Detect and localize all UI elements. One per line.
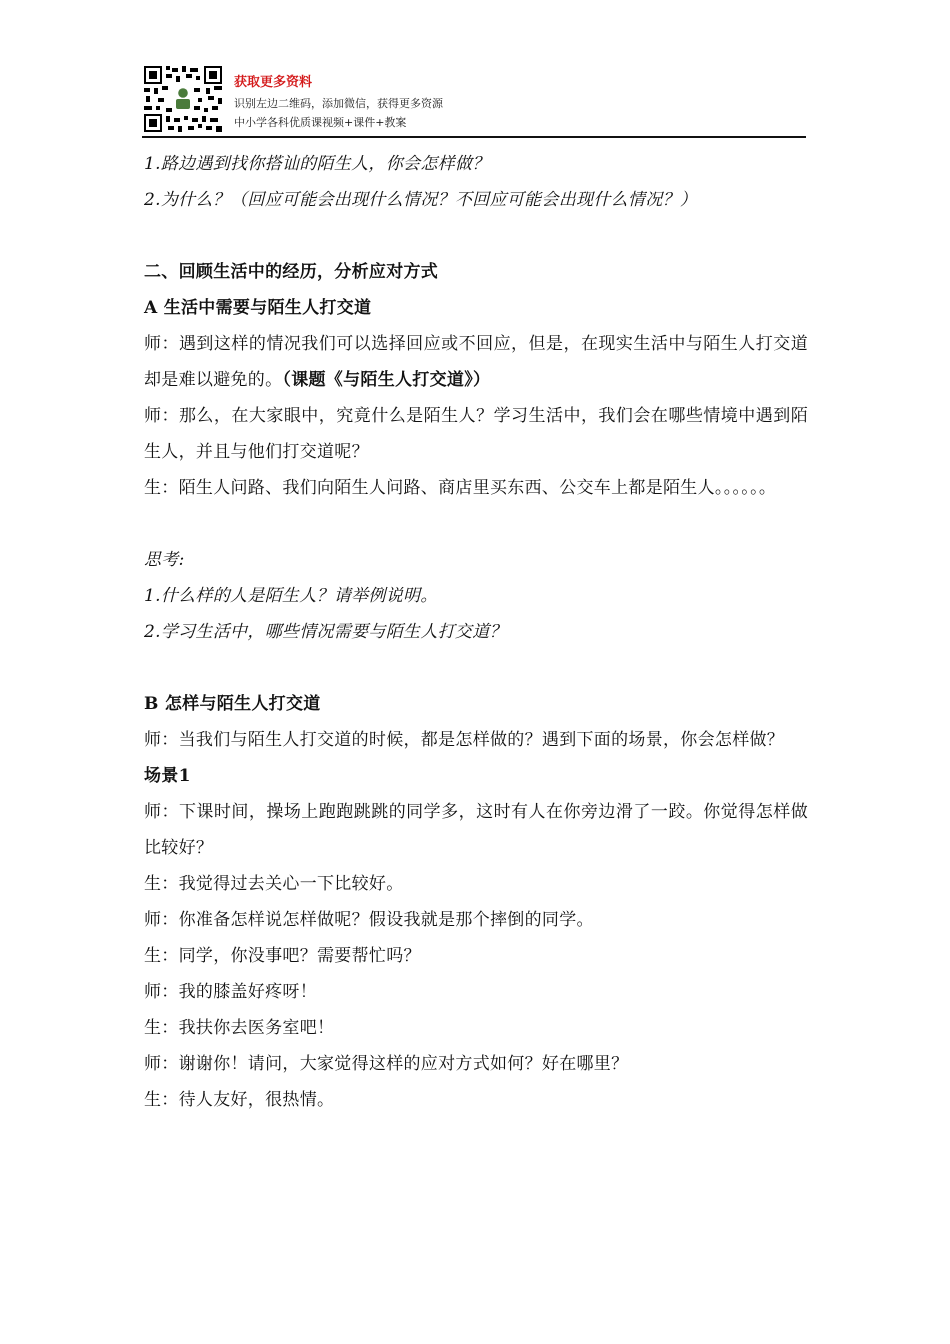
dialogue-line: 生：我扶你去医务室吧！: [144, 1018, 335, 1038]
brand-subtitle-line2: 中小学各科优质课视频+课件+教案: [234, 116, 407, 129]
dialogue-line: 师：你准备怎样说怎样做呢？假设我就是那个摔倒的同学。: [144, 910, 594, 930]
dialogue-line: 生：同学，你没事吧？需要帮忙吗？: [144, 946, 421, 966]
brand-title: 获取更多资料: [234, 75, 313, 90]
part-b-heading: B 怎样与陌生人打交道: [144, 694, 321, 714]
section-heading: 二、回顾生活中的经历，分析应对方式: [144, 262, 439, 282]
dialogue-line: 师：谢谢你！请问，大家觉得这样的应对方式如何？好在哪里？: [144, 1054, 629, 1074]
teacher-line: 师：那么，在大家眼中，究竟什么是陌生人？学习生活中，我们会在哪些情境中遇到陌生人，并且与他们打交道呢？: [144, 406, 808, 462]
spacer: [144, 218, 808, 254]
teacher-line: 师：当我们与陌生人打交道的时候，都是怎样做的？遇到下面的场景，你会怎样做？: [144, 730, 785, 750]
lesson-title: （课题《与陌生人打交道》）: [282, 370, 491, 390]
teacher-line-text: 师：遇到这样的情况我们可以选择回应或不回应，但是，在现实生活中与陌生人打交道却是难以避免的。: [144, 334, 808, 390]
part-a-heading: A 生活中需要与陌生人打交道: [144, 298, 372, 318]
think-question-1: 1.什么样的人是陌生人？请举例说明。: [144, 586, 438, 606]
think-question-2: 2.学习生活中，哪些情况需要与陌生人打交道？: [144, 622, 507, 642]
dialogue-line: 生：待人友好，很热情。: [144, 1090, 335, 1110]
document-body: [144, 146, 808, 1118]
page-header: [142, 64, 806, 136]
qr-code-icon: [142, 64, 224, 134]
think-label: 思考:: [144, 550, 185, 570]
dialogue-line: 师：我的膝盖好疼呀！: [144, 982, 317, 1002]
scene-label: 场景1: [144, 766, 191, 786]
intro-question-2: 2.为什么？（回应可能会出现什么情况？不回应可能会出现什么情况？）: [144, 190, 698, 210]
spacer: [144, 506, 808, 542]
spacer: [144, 650, 808, 686]
dialogue-line: 师：下课时间，操场上跑跑跳跳的同学多，这时有人在你旁边滑了一跤。你觉得怎样做比较好？: [144, 802, 808, 858]
brand-subtitle-line1: 识别左边二维码，添加微信，获得更多资源: [234, 97, 443, 110]
header-divider: [142, 136, 806, 138]
teacher-line: [144, 326, 808, 398]
intro-question-1: 1.路边遇到找你搭讪的陌生人，你会怎样做？: [144, 154, 490, 174]
student-line: 生：陌生人问路、我们向陌生人问路、商店里买东西、公交车上都是陌生人。。。。。。: [144, 478, 777, 498]
dialogue-line: 生：我觉得过去关心一下比较好。: [144, 874, 404, 894]
